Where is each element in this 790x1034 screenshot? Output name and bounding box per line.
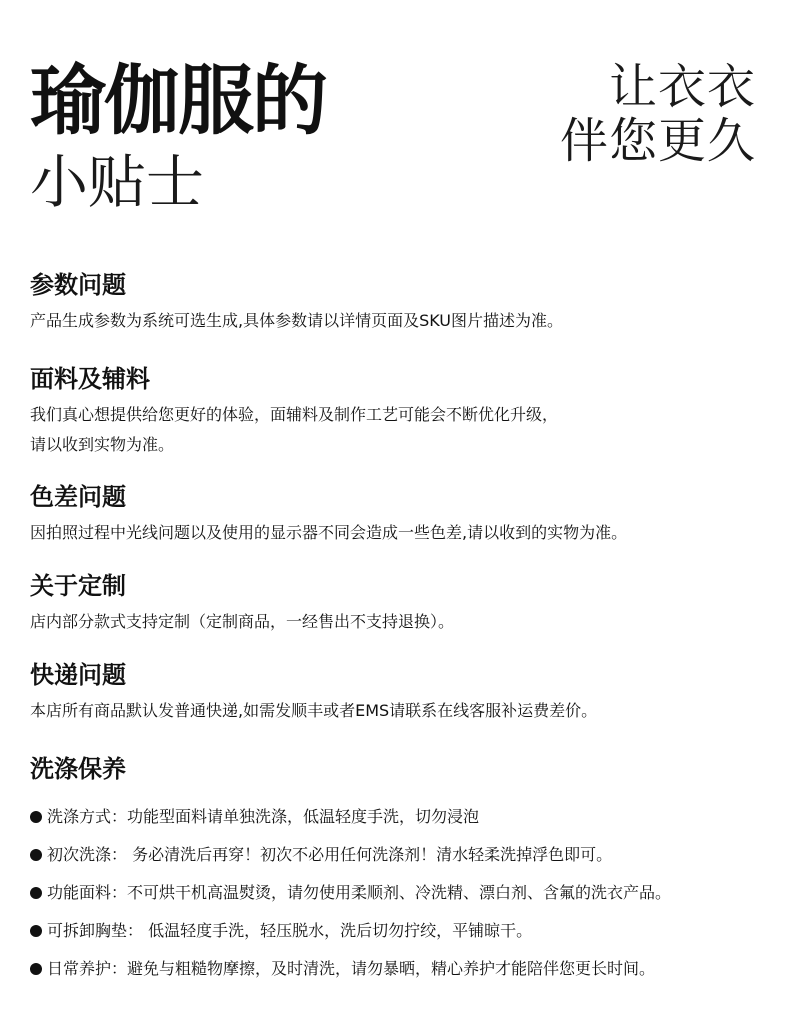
page-title: 瑜伽服的 — [30, 56, 326, 145]
section-text-line: 请以收到实物为准。 — [30, 435, 175, 454]
section-fabrics — [30, 364, 770, 460]
section-title: 关于定制 — [30, 572, 126, 600]
slogan-block — [560, 60, 756, 168]
section-title: 快递问题 — [30, 661, 126, 689]
care-item-text: 洗涤方式：功能型面料请单独洗涤，低温轻度手洗，切勿浸泡 — [47, 807, 480, 826]
section-shipping — [30, 660, 770, 726]
section-text: 本店所有商品默认发普通快递,如需发顺丰或者EMS请联系在线客服补运费差价。 — [30, 701, 598, 720]
section-title: 洗涤保养 — [30, 755, 126, 783]
slogan-line-1: 让衣衣 — [608, 59, 756, 115]
care-item — [30, 798, 770, 836]
section-color-difference — [30, 482, 770, 548]
section-text-line: 我们真心想提供给您更好的体验，面辅料及制作工艺可能会不断优化升级， — [30, 405, 559, 424]
care-item — [30, 912, 770, 950]
bullet-dot-icon — [30, 887, 42, 899]
section-title: 参数问题 — [30, 271, 126, 299]
section-text: 店内部分款式支持定制（定制商品，一经售出不支持退换）。 — [30, 612, 455, 631]
bullet-dot-icon — [30, 849, 42, 861]
section-washing-care — [30, 754, 770, 988]
slogan-line-2: 伴您更久 — [559, 113, 756, 169]
section-customization — [30, 571, 770, 637]
care-item — [30, 836, 770, 874]
care-item-text: 初次洗涤： 务必清洗后再穿！初次不必用任何洗涤剂！清水轻柔洗掉浮色即可。 — [47, 845, 613, 864]
page-subtitle: 小贴士 — [30, 148, 205, 216]
care-item-text: 可拆卸胸垫： 低温轻度手洗，轻压脱水，洗后切勿拧绞，平铺晾干。 — [47, 921, 533, 940]
care-list — [30, 798, 770, 988]
section-text: 产品生成参数为系统可选生成,具体参数请以详情页面及SKU图片描述为准。 — [30, 311, 564, 330]
care-item — [30, 874, 770, 912]
section-title: 面料及辅料 — [30, 365, 150, 393]
bullet-dot-icon — [30, 963, 42, 975]
care-item-text: 功能面料：不可烘干机高温熨烫，请勿使用柔顺剂、冷洗精、漂白剂、含氟的洗衣产品。 — [47, 883, 672, 902]
bullet-dot-icon — [30, 811, 42, 823]
care-item — [30, 950, 770, 988]
bullet-dot-icon — [30, 925, 42, 937]
section-text — [30, 400, 770, 460]
header-title-block — [30, 58, 326, 214]
care-item-text: 日常养护：避免与粗糙物摩擦，及时清洗，请勿暴晒，精心养护才能陪伴您更长时间。 — [47, 959, 656, 978]
section-title: 色差问题 — [30, 483, 126, 511]
section-text: 因拍照过程中光线问题以及使用的显示器不同会造成一些色差,请以收到的实物为准。 — [30, 523, 628, 542]
section-parameters — [30, 270, 770, 336]
